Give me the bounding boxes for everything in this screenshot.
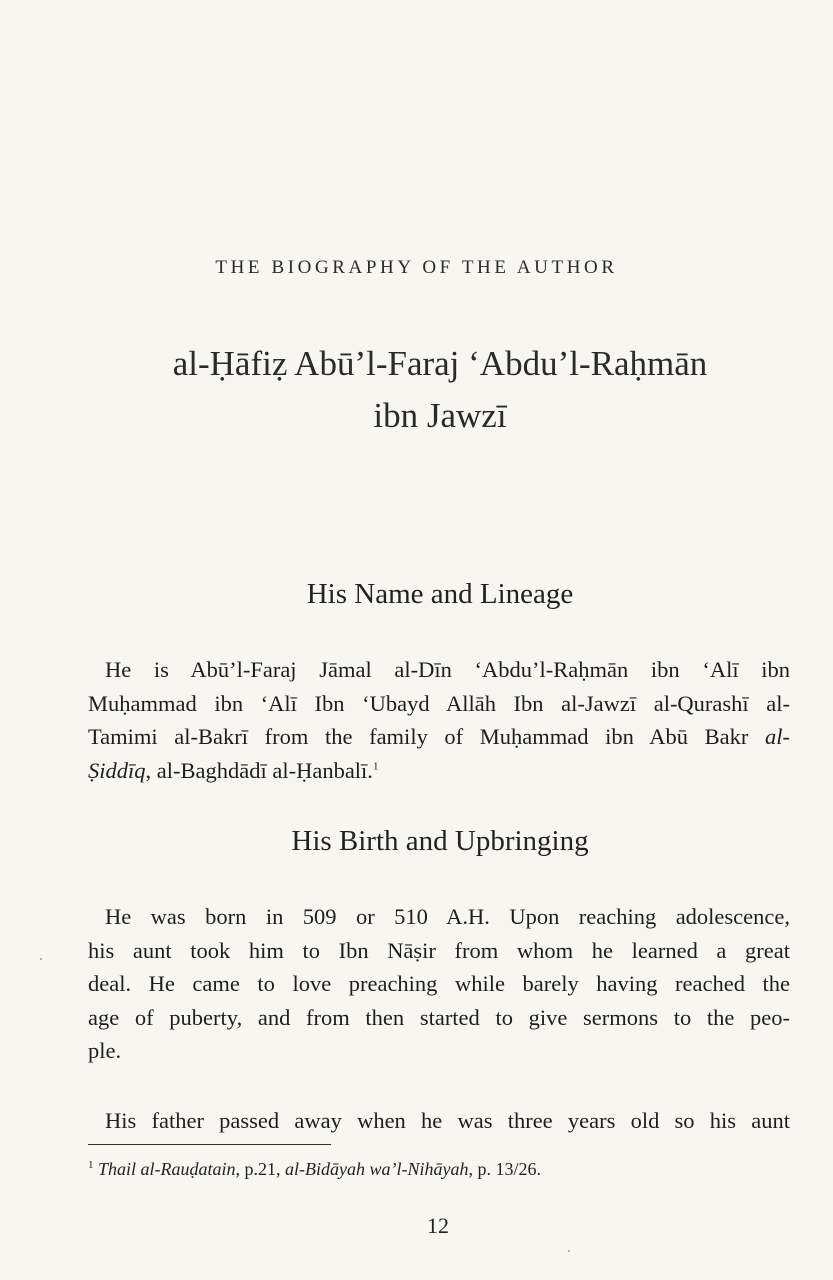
paragraph-continuation (88, 1104, 790, 1138)
paragraph-line: He is Abū’l-Faraj Jāmal al-Dīn ‘Abdu’l-Raḥmān ibn ‘Alī ibn (105, 657, 790, 682)
italic-text: Ṣiddīq (88, 757, 146, 783)
paragraph-line (88, 754, 790, 788)
italic-text: al- (765, 724, 791, 749)
paper-speck (40, 958, 42, 960)
page-number: 12 (427, 1213, 449, 1238)
chapter-title (0, 338, 833, 442)
paragraph-line: Muḥammad ibn ‘Alī Ibn ‘Ubayd Allāh Ibn al-Jawzī al-Qurashī al- (88, 690, 790, 716)
paragraph-line (88, 720, 790, 754)
running-head: THE BIOGRAPHY OF THE AUTHOR (215, 257, 618, 278)
section-heading-name-lineage: His Name and Lineage (306, 578, 574, 610)
footnote-divider (88, 1144, 331, 1145)
paper-speck (568, 1250, 570, 1252)
paragraph-line-text: Tamimi al-Bakrī from the family of Muḥammad ibn Abū Bakr (88, 724, 749, 749)
paragraph-line: his aunt took him to Ibn Nāṣir from whom he learned a great (88, 937, 790, 963)
paragraph-line: age of puberty, and from then started to give sermons to the peo- (88, 1004, 790, 1030)
paragraph-name-lineage (88, 653, 790, 787)
footnote-text-2: , p. 13/26. (468, 1159, 542, 1179)
paragraph-birth-upbringing (88, 900, 790, 1068)
chapter-title-line-2: ibn Jawzī (373, 396, 507, 435)
paragraph-line: ple. (88, 1038, 122, 1063)
paragraph-line: His father passed away when he was three years old so his aunt (105, 1108, 790, 1133)
footnote-source-1: Thail al-Rauḍatain (98, 1159, 236, 1179)
section-heading-birth-upbringing: His Birth and Upbringing (291, 825, 589, 857)
chapter-title-line-1: al-Ḥāfiẓ Abū’l-Faraj ‘Abdu’l-Raḥmān (172, 344, 708, 383)
paragraph-line-text: , al-Baghdādī al-Ḥanbalī. (145, 757, 373, 783)
footnote-number: 1 (88, 1159, 94, 1171)
footnote-source-2: al-Bidāyah wa’l-Nihāyah (285, 1159, 469, 1179)
paragraph-line: deal. He came to love preaching while barely having reached the (88, 971, 790, 996)
footnote-text-1: , p.21, (235, 1159, 286, 1179)
paragraph-line: He was born in 509 or 510 A.H. Upon reaching adolescence, (105, 904, 790, 929)
footnote (88, 1156, 541, 1182)
footnote-marker[interactable]: 1 (372, 760, 379, 772)
